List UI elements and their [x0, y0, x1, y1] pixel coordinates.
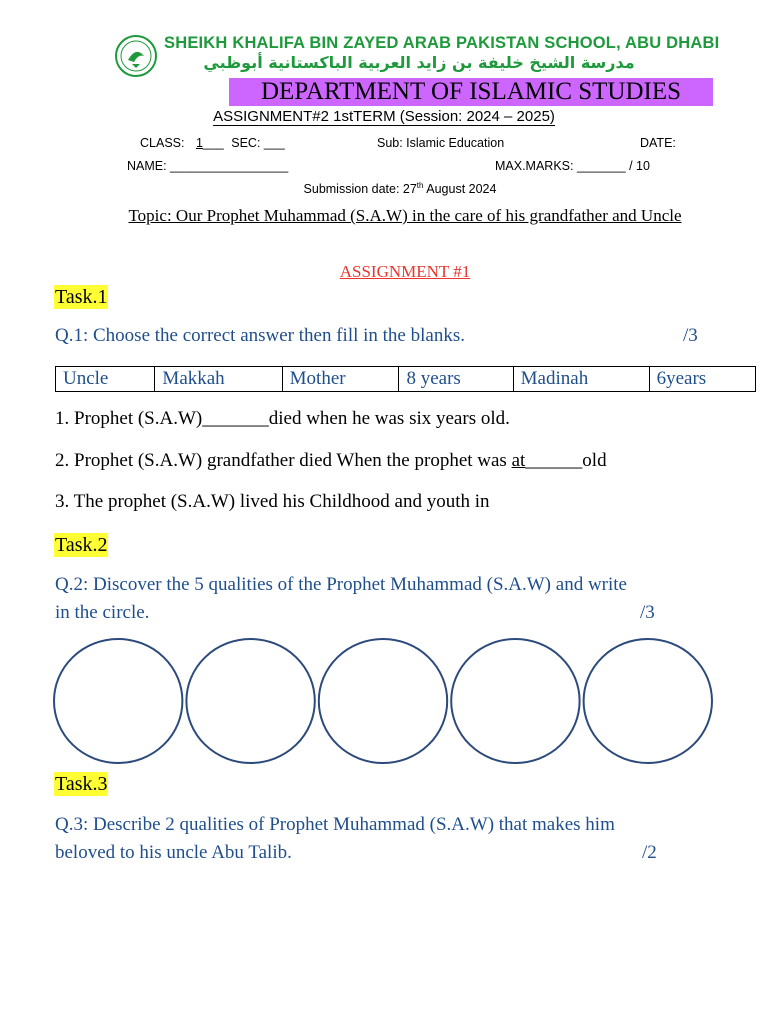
task1-marks: /3	[683, 325, 698, 346]
answer-circle	[451, 639, 579, 763]
task3-label: Task.3	[55, 773, 108, 795]
max-marks: MAX.MARKS: _______ / 10	[495, 159, 650, 173]
assignment-term-text: ASSIGNMENT#2 1stTERM (Session: 2024 – 2025)	[213, 108, 555, 125]
class-label: CLASS:	[140, 136, 185, 150]
blank2-suffix: ______old	[525, 450, 607, 471]
task2-label: Task.2	[55, 534, 108, 556]
department-title: DEPARTMENT OF ISLAMIC STUDIES	[229, 78, 713, 106]
task2-question-line1: Q.2: Discover the 5 qualities of the Prophet Muhammad (S.A.W) and write	[55, 574, 627, 595]
assignment-term	[0, 108, 768, 125]
option-cell: Mother	[282, 367, 399, 392]
blank-question-1: 1. Prophet (S.A.W)_______died when he was six years old.	[55, 408, 510, 429]
school-name-en: SHEIKH KHALIFA BIN ZAYED ARAB PAKISTAN SCHOOL, ABU DHABI	[164, 34, 720, 52]
subject-label: Sub: Islamic Education	[377, 136, 505, 150]
submission-prefix: Submission date: 27	[303, 182, 417, 197]
options-table	[55, 366, 756, 392]
task2-marks: /3	[640, 602, 655, 623]
task3-question-line2: beloved to his uncle Abu Talib.	[55, 842, 292, 863]
class-blank: ___	[202, 136, 224, 150]
option-cell: Makkah	[155, 367, 282, 392]
blank-question-2	[55, 450, 607, 472]
answer-circle	[54, 639, 182, 763]
class-field	[140, 136, 285, 150]
school-logo	[114, 34, 158, 78]
task3-marks: /2	[642, 842, 657, 863]
task1-question: Q.1: Choose the correct answer then fill in the blanks.	[55, 325, 465, 346]
option-cell: 8 years	[399, 367, 513, 392]
submission-suffix: August 2024	[423, 182, 497, 197]
answer-circles	[52, 636, 714, 766]
task1-label: Task.1	[55, 286, 108, 308]
task2-question-line2: in the circle.	[55, 602, 150, 623]
answer-circle	[186, 639, 314, 763]
class-value: 1	[195, 136, 203, 150]
name-field: NAME: _________________	[127, 159, 289, 173]
sec-label: SEC: ___	[231, 136, 285, 150]
topic-heading: Topic: Our Prophet Muhammad (S.A.W) in the care of his grandfather and Uncle	[128, 206, 682, 225]
options-row	[56, 367, 756, 392]
blank2-at: at	[511, 450, 526, 471]
blank2-prefix: 2. Prophet (S.A.W) grandfather died When the prophet was	[55, 450, 512, 471]
answer-circle	[584, 639, 712, 763]
option-cell: 6years	[649, 367, 755, 392]
answer-circle	[319, 639, 447, 763]
blank-question-3: 3. The prophet (S.A.W) lived his Childhood and youth in	[55, 491, 490, 512]
date-label: DATE:	[640, 136, 676, 150]
option-cell: Uncle	[56, 367, 155, 392]
submission-date	[0, 181, 768, 196]
school-name-ar: مدرسة الشيخ خليفة بن زايد العربية الباكستانية أبوظبي	[203, 53, 635, 72]
assignment-heading: ASSIGNMENT #1	[339, 262, 471, 281]
submission-sup: th	[416, 181, 424, 190]
task3-question-line1: Q.3: Describe 2 qualities of Prophet Muhammad (S.A.W) that makes him	[55, 814, 615, 835]
option-cell: Madinah	[513, 367, 649, 392]
